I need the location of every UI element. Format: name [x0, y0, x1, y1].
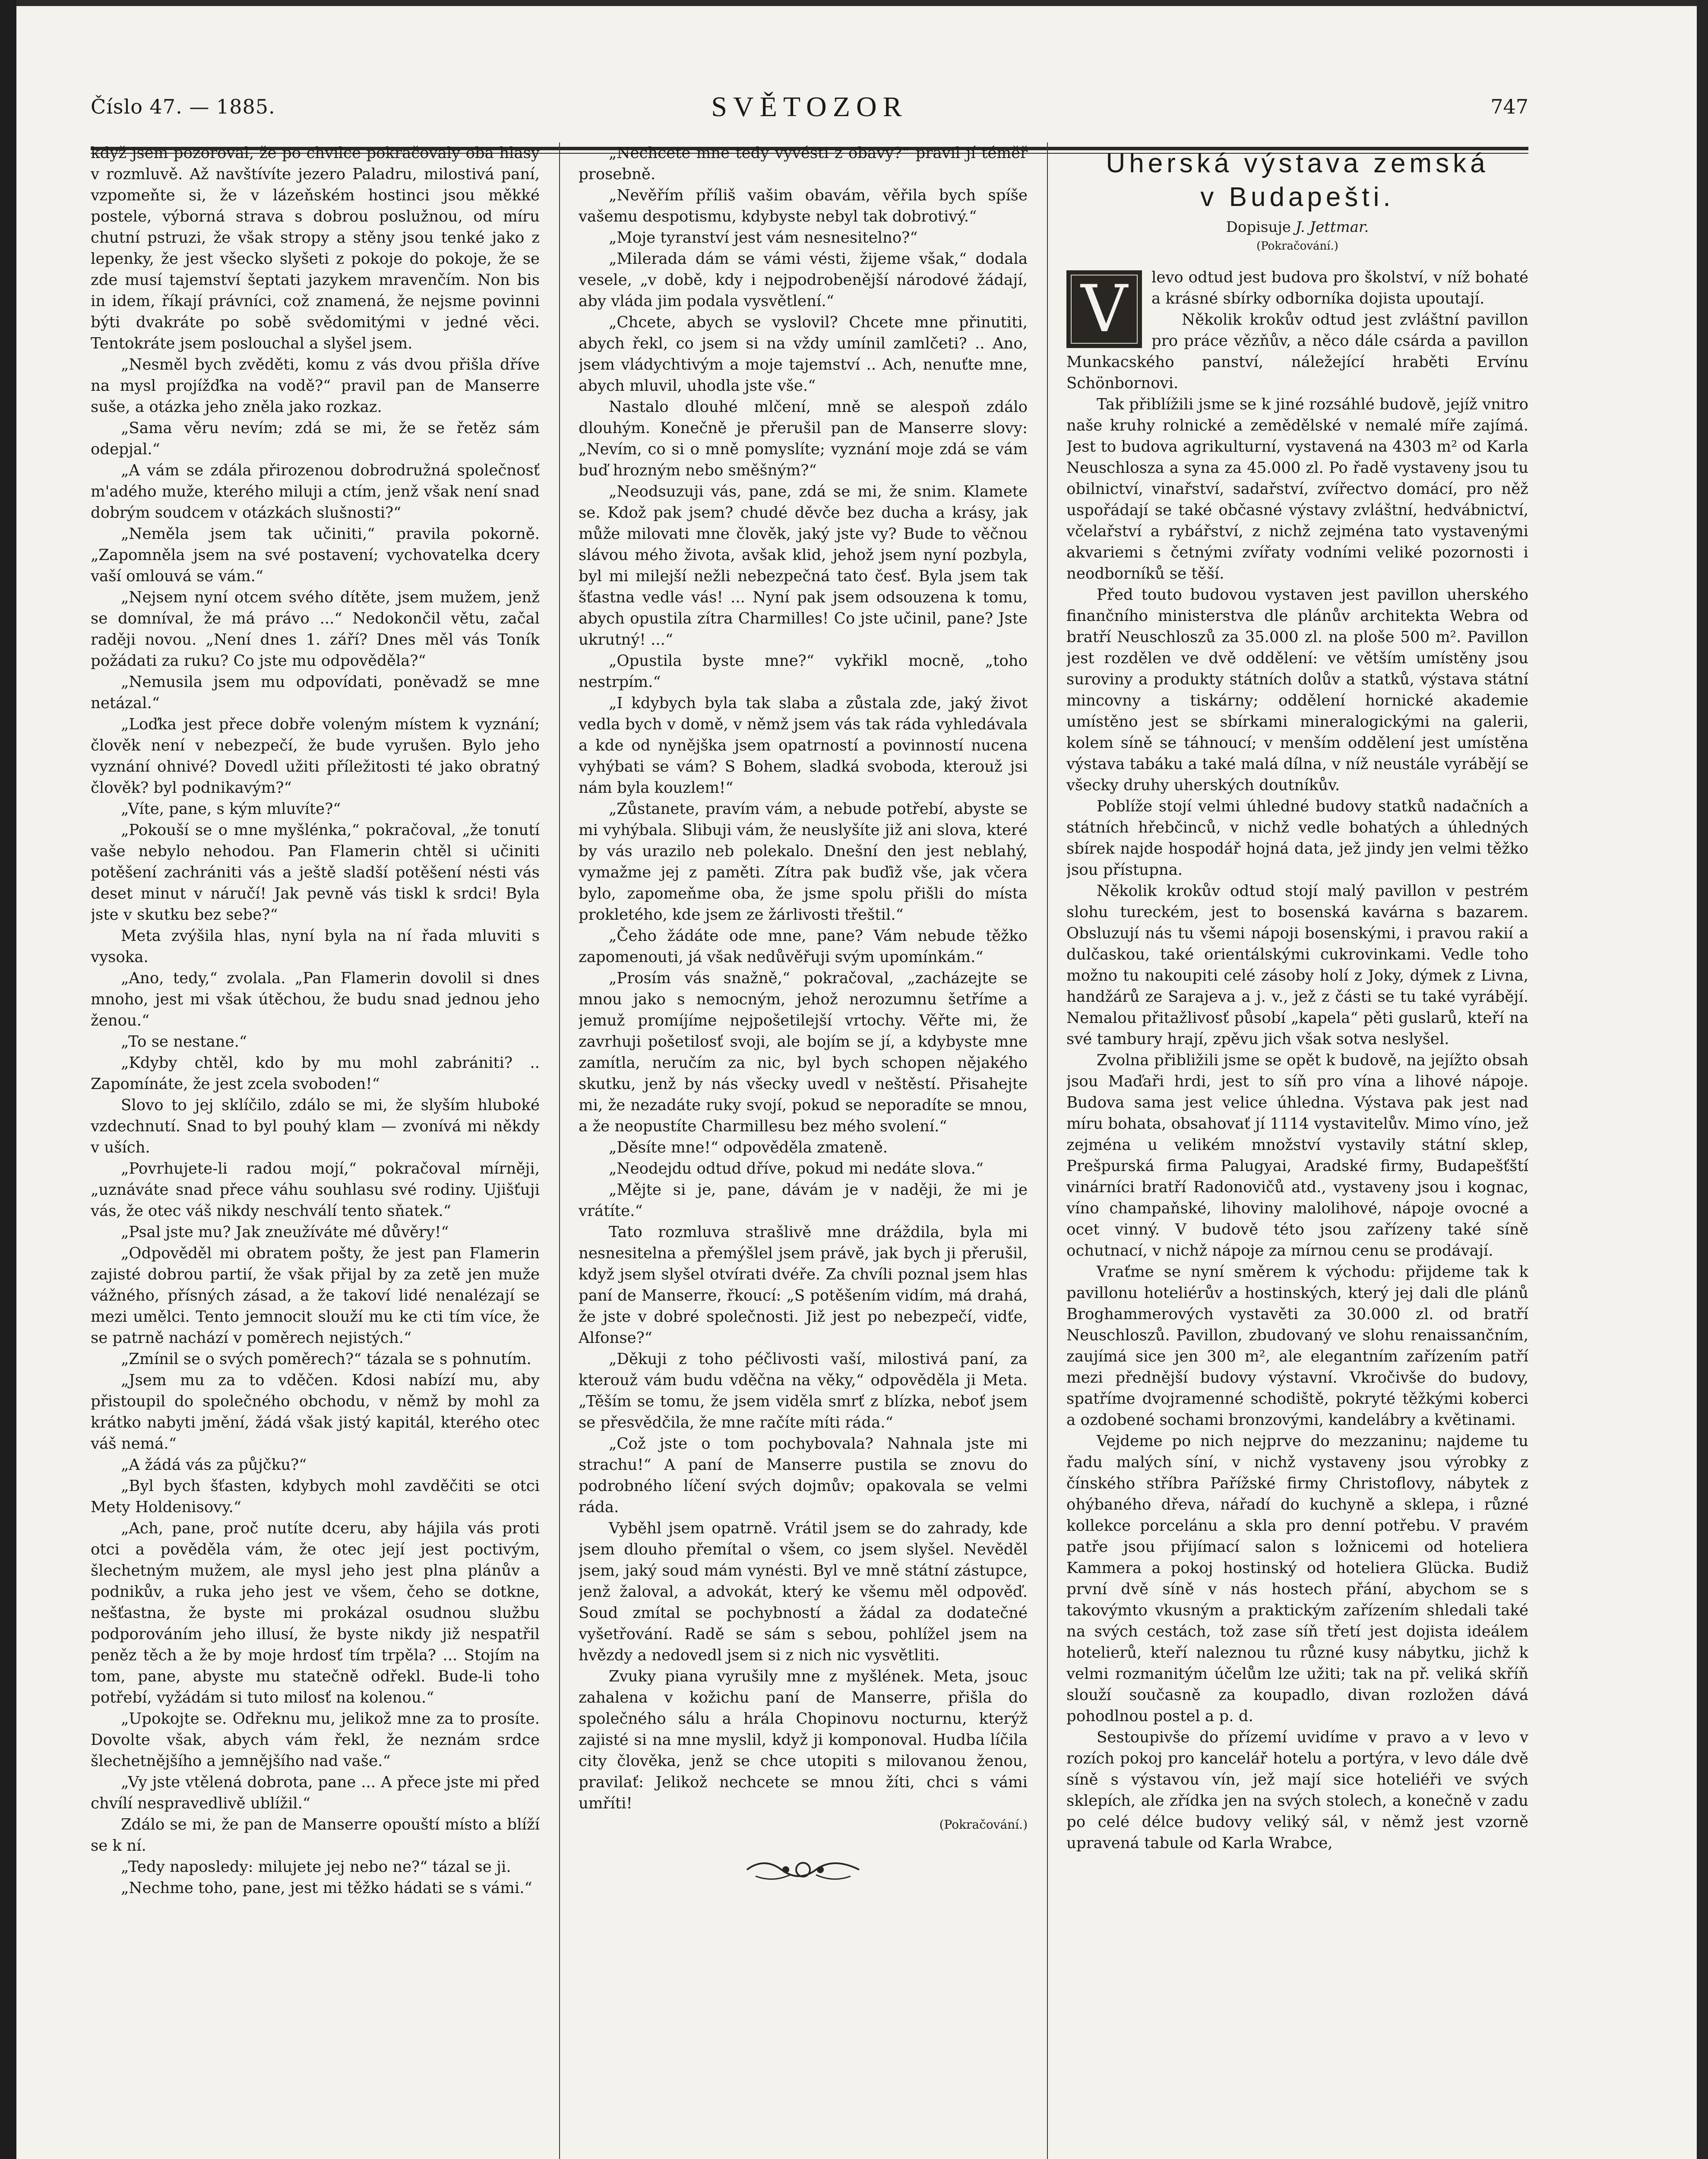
- paragraph: „Nevěřím příliš vašim obavám, věřila bych spíše vašemu despotismu, kdybyste nebyl tak dobrotivý.“: [579, 187, 1028, 225]
- paragraph: „Zůstanete, pravím vám, a nebude potřebí, abyste se mi vyhýbala. Slibuji vám, že neuslyšíte již ani slova, které by vás urazilo neb polekalo. Dnešní den jest neblahý, vymažme jej z paměti. Zítra pak buďiž vše, jak včera bylo, zapomeňme oba, že jsme spolu přišli do místa prokletého, kde jsem ze žárlivosti třeštil.“: [579, 800, 1028, 924]
- paragraph: „Nesměl bych zvěděti, komu z vás dvou přišla dříve na mysl projížďka na vodě?“ pravil pan de Manserre suše, a otázka jeho zněla jako rozkaz.: [91, 356, 540, 416]
- paragraph: „I kdybych byla tak slaba a zůstala zde, jaký život vedla bych v domě, v němž jsem vás tak ráda vyhledávala a kde od nynějška jsem opatrností a povinností nucena vyhýbati se vám? S Bohem, sladká svoboda, kterouž jsi nám byla kouzlem!“: [579, 694, 1028, 797]
- paragraph: „Neměla jsem tak učiniti,“ pravila pokorně. „Zapomněla jsem na své postavení; vychovatelka dcery vaší omlouvá se vám.“: [91, 525, 540, 585]
- paragraph: Poblíže stojí velmi úhledné budovy statků nadačních a státních hřebčinců, v nichž vedle bohatých a úhledných sbírek najde hospodář hojná data, jež jindy jen velmi těžko jsou přístupna.: [1066, 798, 1528, 879]
- paragraph: Nastalo dlouhé mlčení, mně se alespoň zdálo dlouhým. Konečně je přerušil pan de Manserre slovy: „Nevím, co si o mně pomyslíte; vyznání moje zdá se vám buď hrozným nebo směšným?“: [579, 398, 1028, 479]
- paragraph: Vraťme se nyní směrem k východu: přijdeme tak k pavillonu hoteliérův a hostinských, který jej dali dle plánů Broghammerových vystavěti za 30.000 zl. od bratří Neuschloszů. Pavillon, zbudovaný ve slohu renaissančním, zaujímá sice jen 300 m², ale elegantním zařízením patří mezi přednější budovy výstavní. Vkročivše do budovy, spatříme dvojramenné schodiště, pokryté těžkými koberci a ozdobené sochami bronzovými, kandelábry a květinami.: [1066, 1263, 1528, 1429]
- paragraph: Tak přiblížili jsme se k jiné rozsáhlé budově, jejíž vnitro naše kruhy rolnické a zemědělské v nemalé míře zajímá. Jest to budova agrikulturní, vystavená na 4303 m² od Karla Neuschlosza a syna za 45.000 zl. Po řadě vystaveny jsou tu obilnictví, vinařství, sadařství, zvířectvo domácí, pro něž uspořádají se také občasné výstavy zvláštní, hedvábnictví, včelařství a rybářství, z nichž zejména tato vystavenými akvariemi s četnými zvířaty vodními veliké pozornosti i neodborníků se těší.: [1066, 396, 1528, 582]
- scan-left-edge: [0, 0, 16, 2159]
- paragraph: když jsem pozoroval, že po chvilce pokračovaly oba hlasy v rozmluvě. Až navštívíte jezero Paladru, milostivá paní, vzpomeňte si, že v lázeňském hostinci jsou měkké postele, výborná strava s dobrou poslužnou, od míru chutní pstruzi, že však stropy a stěny jsou tenké jako z lepenky, že jest všecko slyšeti z pokoje do pokoje, že se zde musí tajemství šeptati jazykem mravenčím. Non bis in idem, říkají právníci, což znamená, že nejsme povinni býti dvakráte po sobě svědomitými v jedné věci. Tentokráte jsem poslouchal a slyšel jsem.: [91, 144, 540, 352]
- paragraph: Meta zvýšila hlas, nyní byla na ní řada mluviti s vysoka.: [91, 927, 540, 966]
- paragraph: „Děkuji z toho péčlivosti vaší, milostivá paní, za kterouž vám budu vděčna na věky,“ odpověděla ji Meta. „Těším se tomu, že jsem viděla smrť z blízka, neboť jsem se přesvědčila, že mne račíte míti ráda.“: [579, 1350, 1028, 1431]
- initial-letter: V: [1081, 272, 1128, 347]
- paragraph: „Čeho žádáte ode mne, pane? Vám nebude těžko zapomenouti, já však nedůvěřuji svým upomínkám.“: [579, 927, 1028, 966]
- ornament-icon: [738, 1852, 868, 1887]
- column-divider: [559, 142, 560, 2159]
- paragraph: „Nemusila jsem mu odpovídati, poněvadž se mne netázal.“: [91, 673, 540, 712]
- byline-prefix: Dopisuje: [1226, 218, 1291, 236]
- paragraph: „Opustila byste mne?“ vykřikl mocně, „toho nestrpím.“: [579, 652, 1028, 691]
- paragraph: „Povrhujete-li radou mojí,“ pokračoval mírněji, „uznáváte snad přece váhu souhlasu své rodiny. Ujišťuji vás, že otec váš nikdy neschválí tento sňatek.“: [91, 1160, 540, 1220]
- paragraph: „Zmínil se o svých poměrech?“ tázala se s pohnutím.: [121, 1350, 531, 1368]
- paragraph: Několik krokův odtud jest zvláštní pavillon pro práce vězňův, a něco dále csárda a pavillon Munkacského panství, náležející hraběti Ervínu Schönbornovi.: [1066, 311, 1528, 392]
- paragraph: „Ano, tedy,“ zvolala. „Pan Flamerin dovolil si dnes mnoho, jest mi však útěchou, že budu snad jednou jeho ženou.“: [91, 969, 540, 1029]
- article-title-line-2: v Budapešti.: [1200, 182, 1395, 212]
- paragraph: „Kdyby chtěl, kdo by mu mohl zabrániti? .. Zapomínáte, že jest zcela svoboden!“: [91, 1054, 540, 1093]
- page-header: [91, 91, 1528, 130]
- paragraph: „Chcete, abych se vyslovil? Chcete mne přinutiti, abych řekl, co jsem si na vždy umínil zamlčeti? .. Ano, jsem vládychtivým a moje tajemství .. Ach, nenuťte mne, abych mluvil, uhodla jste vše.“: [579, 313, 1028, 395]
- paragraph: levo odtud jest budova pro školství, v níž bohaté a krásné sbírky odborníka dojista upoutají.: [1151, 269, 1528, 307]
- page-number: 747: [1490, 95, 1528, 118]
- paragraph: „Vy jste vtělená dobrota, pane ... A přece jste mi před chvílí nespravedlivě ublížil.“: [91, 1773, 540, 1812]
- scan-right-edge: [1697, 0, 1708, 2159]
- continued-note: (Pokračování.): [1256, 240, 1338, 253]
- paragraph: Vyběhl jsem opatrně. Vrátil jsem se do zahrady, kde jsem dlouho přemítal o všem, co jsem slyšel. Nevěděl jsem, jaký soud mám vynésti. Byl ve mně státní zástupce, jenž žaloval, a advokát, který ke všemu měl odpověď. Soud zmítal se pochybností a žádal za dodatečné vyšetřování. Radě se sám s sebou, pohlížel jsem na hvězdy a nedovedl jsem si z nich nic vysvětliti.: [579, 1520, 1028, 1664]
- paragraph: Tato rozmluva strašlivě mne dráždila, byla mi nesnesitelna a přemýšlel jsem právě, jak bych ji přerušil, když jsem slyšel otvírati dvéře. Za chvíli poznal jsem hlas paní de Manserre, řkoucí: „S potěšením vidím, má drahá, že jste v dobré společnosti. Již jest po nebezpečí, vidťe, Alfonse?“: [579, 1223, 1028, 1347]
- paragraph: „A žádá vás za půjčku?“: [121, 1456, 307, 1474]
- paragraph: „Upokojte se. Odřeknu mu, jelikož mne za to prosíte. Dovolte však, abych vám řekl, že neznám srdce šlechetnějšího a jemnějšího nad vaše.“: [91, 1710, 540, 1770]
- paragraph: „Ach, pane, proč nutíte dceru, aby hájila vás proti otci a pověděla vám, že otec její jest poctivým, šlechetným mužem, ale mysl jeho jest plna plánův a podnikův, a ruka jeho jest ve všem, čeho se dotkne, nešťastna, že byste mi prokázal osudnou službu podporováním jeho illusí, že byste nikdy již nespatřil peněz těch a že by moje hrdosť tím trpěla? ... Stojím na tom, pane, abyste mu statečně odřekl. Bude-li toho potřebí, vyžádám si tuto milosť na kolenou.“: [91, 1520, 540, 1706]
- paragraph: „Moje tyranství jest vám nesnesitelno?“: [609, 229, 918, 247]
- paragraph: (Pokračování.): [939, 1817, 1028, 1832]
- paragraph: „Milerada dám se vámi vésti, žijeme však,“ dodala vesele, „v době, kdy i nejpodrobenější národové žádají, aby vláda jim podala vysvětlení.“: [579, 250, 1028, 310]
- paragraph: Několik krokův odtud stojí malý pavillon v pestrém slohu tureckém, jest to bosenská kavárna s bazarem. Obsluzují nás tu všemi nápoji bosenskými, i pravou rakií a dulčaskou, také orientálskými cukrovinkami. Vedle toho možno tu nakoupiti celé zásoby holí z Joky, dýmek z Livna, handžárů ze Sarajeva a j. v., jež z části se tu také vyrábějí. Nemalou přitažlivosť působí „kapela“ pěti guslarů, kteří na své tambury hrají, zpěvu jich však sotva neslyšel.: [1066, 882, 1528, 1048]
- paragraph: „Nechcete mne tedy vyvésti z obavy?“ pravil jí téměř prosebně.: [579, 144, 1028, 183]
- byline: [1066, 217, 1528, 237]
- paragraph: Zvuky piana vyrušily mne z myšlének. Meta, jsouc zahalena v kožichu paní de Manserre, přišla do společného sálu a hrála Chopinovu nocturnu, kterýž zajisté si na mne myslil, když ji komponoval. Hudba líčila city člověka, jenž se chce utopiti s milovanou ženou, pravilať: Jelikož nechcete se mnou žíti, chci s vámi umříti!: [579, 1668, 1028, 1812]
- paragraph: Sestoupivše do přízemí uvidíme v pravo a v levo v rozích pokoj pro kancelář hotelu a portýra, v levo dále dvě síně s výstavou vín, jež mají sice hoteliéři ve svých sklepích, ale zřídka jen na svých stolech, a konečně v zadu po celé délce budovy veliký sál, v němž jest vzorně upravená tabule od Karla Wrabce,: [1066, 1728, 1528, 1852]
- paragraph: „Loďka jest přece dobře voleným místem k vyznání; člověk není v nebezpečí, že bude vyrušen. Bylo jeho vyznání ohnivé? Dovedl užiti příležitosti té jako obratný člověk? byl podnikavým?“: [91, 715, 540, 797]
- decorative-initial: [1066, 270, 1142, 348]
- paragraph: „Neodejdu odtud dříve, pokud mi nedáte slova.“: [609, 1160, 984, 1178]
- paragraph: „Víte, pane, s kým mluvíte?“: [121, 800, 341, 818]
- paragraph: „Tedy naposledy: milujete jej nebo ne?“ tázal se ji.: [121, 1858, 511, 1876]
- paragraph: „Psal jste mu? Jak zneužíváte mé důvěry!“: [121, 1223, 449, 1241]
- paragraph: „Odpověděl mi obratem pošty, že jest pan Flamerin zajisté dobrou partií, že však přijal by za zetě jen muže vážného, přísných zásad, a že takoví lidé nenalézají se mezi umělci. Tento jemnocit slouží mu ke cti tím více, že se patrně nachází v poměrech nejistých.“: [91, 1244, 540, 1347]
- paragraph: „Sama věru nevím; zdá se mi, že se řetěz sám odepjal.“: [91, 419, 540, 458]
- story-column-1: [91, 142, 540, 2159]
- article-column: [1066, 142, 1528, 2159]
- column-divider: [1047, 142, 1048, 2159]
- paragraph: Vejdeme po nich nejprve do mezzaninu; najdeme tu řadu malých síní, v nichž vystaveny jsou výrobky z čínského stříbra Pařížské firmy Christoflovy, nábytek z ohýbaného dřeva, nářadí do kuchyně a sklepa, i různé kollekce porcelánu a skla pro denní potřebu. V pravém patře jsou přijímací salon s ložnicemi od hoteliera Kammera a pokoj hostinský od hoteliera Glücka. Budiž první dvě síně v nás hostech přání, abychom se s takovýmto vkusným a praktickým zařízením shledali také na svých cestách, tož zase síň třetí jest dojista ideálem hotelierů, kteří naleznou tu různé kusy nábytku, jichž k velmi rozmanitým účelům lze užiti; tak na př. veliká skříň slouží současně za koupadlo, divan rozložen dává pohodlnou postel a p. d.: [1066, 1432, 1528, 1725]
- paragraph: Zdálo se mi, že pan de Manserre opouští místo a blíží se k ní.: [91, 1816, 540, 1855]
- byline-author: J. Jettmar.: [1295, 218, 1369, 236]
- paragraph: „Mějte si je, pane, dávám je v naději, že mi je vrátíte.“: [579, 1181, 1028, 1220]
- magazine-title: SVĚTOZOR: [711, 91, 908, 123]
- article-body: [1066, 267, 1528, 1854]
- paragraph: „A vám se zdála přirozenou dobrodružná společnosť m'adého muže, kterého miluji a ctím, jenž však není snad dobrým soudcem v otázkách slušnosti?“: [91, 462, 540, 522]
- paragraph: „Byl bych šťasten, kdybych mohl zavděčiti se otci Mety Holdenisovy.“: [91, 1477, 540, 1516]
- paragraph: Zvolna přibližili jsme se opět k budově, na jejížto obsah jsou Maďaři hrdi, jest to síň pro vína a lihové nápoje. Budova sama jest velice úhledna. Výstava pak jest nad míru bohata, obsahovať jí 1114 vystavitelův. Mimo víno, jež zejména u velikém množství vystavily státní sklep, Prešpurská firma Palugyai, Aradské firmy, Budapešťští vinárníci bratří Radonovičů atd., vystaveny jsou i kognac, víno champaňské, lihoviny malolihové, nápoje ovocné a ocet vinný. V budově této jsou zařízeny také síně ochutnací, v nichž nápoje za mírnou cenu se prodávají.: [1066, 1051, 1528, 1260]
- paragraph: „Jsem mu za to vděčen. Kdosi nabízí mu, aby přistoupil do společného obchodu, v němž by mohl za krátko nabyti jmění, žádá však jistý kapitál, kterého otec váš nemá.“: [91, 1371, 540, 1453]
- paragraph: „Což jste o tom pochybovala? Nahnala jste mi strachu!“ A paní de Manserre pustila se znovu do podrobného líčení svých dojmův; opakovala se velmi ráda.: [579, 1435, 1028, 1516]
- paragraph: Před touto budovou vystaven jest pavillon uherského finančního ministerstva dle plánův architekta Webra od bratří Neuschloszů za 35.000 zl. na ploše 500 m². Pavillon jest rozdělen ve dvě oddělení: ve větším umístěny jsou suroviny a produkty státních dolův a statků, výstava státní mincovny a tiskárny; oddělení hornické akademie umístěno jest se sbírkami mineralogickými na galerii, kolem síně se táhnoucí; v menším oddělení jest umístěna výstava tabáku a také malá dílna, v níž neustále vyrábějí se všecky druhy uherských doutníkův.: [1066, 586, 1528, 794]
- paragraph: „Prosím vás snažně,“ pokračoval, „zacházejte se mnou jako s nemocným, jehož nerozumnu šetříme a jemuž promíjíme nejpošetilejší vrtochy. Věřte mi, že zavrhuji pošetilosť svoji, ale bojím se jí, a kdybyste mne zamítla, neručím za nic, byl bych schopen nějakého skutku, jenž by nás všecky uvedl v neštěstí. Přisahejte mi, že nezadáte ruky svojí, pokud se neporadíte se mnou, a že neopustíte Charmillesu bez mého svolení.“: [579, 969, 1028, 1135]
- story-column-2: [579, 142, 1028, 2159]
- issue-number: Číslo 47. — 1885.: [91, 95, 275, 118]
- article-title-line-1: Uherská výstava zemská: [1106, 149, 1489, 178]
- paragraph: „Děsíte mne!“ odpověděla zmateně.: [609, 1139, 888, 1156]
- paragraph: „Pokouší se o mne myšlénka,“ pokračoval, „že tonutí vaše nebylo nehodou. Pan Flamerin chtěl si učiniti potěšení zachrániti vás a ještě sladší potěšení nésti vás deset minut v náručí! Jak pevně vás tiskl k srdci! Byla jste v skutku bez sebe?“: [91, 821, 540, 924]
- article-title: [1066, 147, 1528, 214]
- newspaper-page: [91, 65, 1528, 2159]
- paragraph: „To se nestane.“: [121, 1033, 247, 1051]
- paragraph: „Nejsem nyní otcem svého dítěte, jsem mužem, jenž se domníval, že má právo ...“ Nedokončil větu, začal raději novou. „Není dnes 1. září? Dnes měl vás Toník požádati za ruku? Co jste mu odpověděla?“: [91, 589, 540, 670]
- paragraph: Slovo to jej sklíčilo, zdálo se mi, že slyším hluboké vzdechnutí. Snad to byl pouhý klam — zvonívá mi někdy v uších.: [91, 1096, 540, 1156]
- paragraph: „Nechme toho, pane, jest mi těžko hádati se s vámi.“: [121, 1879, 532, 1897]
- paragraph: „Neodsuzuji vás, pane, zdá se mi, že snim. Klamete se. Kdož pak jsem? chudé děvče bez ducha a krásy, jak může milovati mne člověk, jaký jste vy? Bude to věčnou slávou mého života, avšak klid, jehož jsem nyní pozbyla, byl mi milejší nežli nebezpečná tato česť. Byla jsem tak šťastna vedle vás! ... Nyní pak jsem odsouzena k tomu, abych opustila zítra Charmilles! Co jste učinil, pane? Jste ukrutný! ...“: [579, 483, 1028, 649]
- scan-top-edge: [0, 0, 1708, 6]
